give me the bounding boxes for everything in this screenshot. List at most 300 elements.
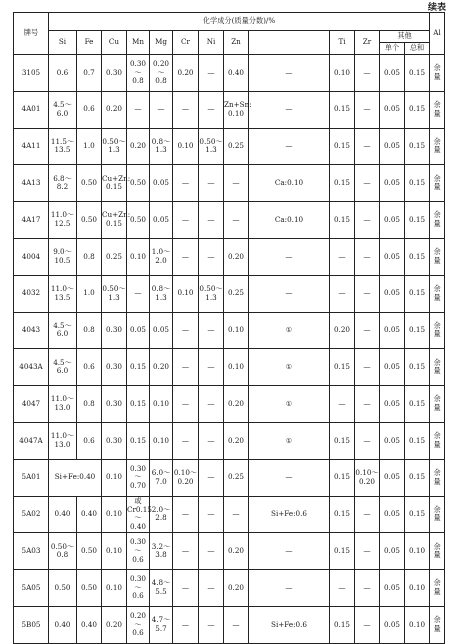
value-cell <box>380 422 405 459</box>
value-cell <box>330 386 355 423</box>
value-cell <box>224 128 249 165</box>
value-text: — <box>363 398 371 408</box>
grade-cell: 5A03 <box>14 533 49 570</box>
value-text: 0.05 <box>152 177 169 187</box>
value-cell <box>77 386 102 423</box>
value-text: — <box>181 398 190 408</box>
value-text: 余量 <box>433 210 441 229</box>
value-text: 0.10 <box>105 472 122 482</box>
value-text: 11.0～ <box>50 431 75 441</box>
header-other: 其他 <box>380 31 430 43</box>
value-text: 余量 <box>433 468 441 486</box>
value-text: 0.15 <box>333 214 350 224</box>
table-row <box>14 496 445 533</box>
grade-cell: 4032 <box>14 275 49 312</box>
value-text: Cu+Zn: <box>102 173 131 183</box>
value-text: — <box>181 545 190 555</box>
value-cell <box>330 55 355 92</box>
value-cell <box>77 165 102 202</box>
header-grade: 牌号 <box>14 13 49 55</box>
value-cell <box>199 496 224 533</box>
value-text: 3.8 <box>155 550 167 560</box>
value-cell <box>49 91 77 128</box>
grade-cell: 4A11 <box>14 128 49 165</box>
value-cell <box>224 275 249 312</box>
value-cell <box>430 128 445 165</box>
value-text: 1.0 <box>83 288 95 298</box>
value-cell <box>224 606 249 643</box>
value-text: — <box>181 509 190 519</box>
table-row <box>14 570 445 607</box>
value-cell <box>127 275 150 312</box>
value-text: Ca:0.10 <box>274 177 304 187</box>
value-text: ① <box>285 361 293 371</box>
value-cell <box>249 55 330 92</box>
value-cell <box>150 422 173 459</box>
value-cell <box>77 533 102 570</box>
value-text: 0.20 <box>177 67 194 77</box>
value-text: 1.0～ <box>151 247 171 257</box>
value-cell <box>150 275 173 312</box>
value-text: 11.0～ <box>50 210 75 220</box>
value-text: 0.30 <box>105 435 122 445</box>
value-text: — <box>232 214 240 224</box>
value-text: 0.50～ <box>199 136 223 146</box>
value-text: — <box>181 104 190 114</box>
value-text: 余量 <box>433 394 441 413</box>
value-text: — <box>363 177 371 187</box>
value-text: 0.05 <box>383 104 400 114</box>
value-text: 0.8～ <box>151 284 171 294</box>
value-cell <box>224 165 249 202</box>
value-text: — <box>207 214 215 224</box>
value-text: 0.15 <box>333 177 350 187</box>
value-text: 1.3 <box>108 292 120 302</box>
value-cell <box>49 55 77 92</box>
table-row <box>14 349 445 386</box>
value-text: — <box>285 472 293 482</box>
value-cell <box>49 312 77 349</box>
value-text: 0.15 <box>409 141 426 151</box>
table-row <box>14 422 445 459</box>
value-cell <box>430 533 445 570</box>
value-text: 0.6 <box>132 554 144 564</box>
value-text: 0.05 <box>383 141 400 151</box>
value-text: 0.6 <box>83 361 95 371</box>
value-cell <box>127 55 150 92</box>
value-cell <box>405 496 430 533</box>
value-cell <box>199 128 224 165</box>
value-text: 0.50～ <box>102 284 126 294</box>
value-text: — <box>363 141 371 151</box>
value-text: — <box>338 288 346 298</box>
value-cell <box>405 533 430 570</box>
value-cell <box>49 165 77 202</box>
value-cell <box>150 606 173 643</box>
value-cell <box>405 459 430 496</box>
value-cell <box>355 202 380 239</box>
value-text: 0.6 <box>132 628 144 638</box>
header-cu: Cu <box>102 31 127 55</box>
grade-cell: 4004 <box>14 238 49 275</box>
value-text: 0.15 <box>333 435 350 445</box>
value-text: 0.20 <box>105 104 122 114</box>
value-text: 0.10 <box>333 67 350 77</box>
value-cell <box>49 533 77 570</box>
value-text: 0.15 <box>409 67 426 77</box>
value-text: 13.5 <box>54 292 71 302</box>
header-si: Si <box>49 31 77 55</box>
value-text: 4.5～ <box>53 357 72 367</box>
value-text: 5.5 <box>155 587 167 597</box>
value-cell <box>380 386 405 423</box>
value-text: — <box>207 361 215 371</box>
value-text: 0.25 <box>227 288 244 298</box>
value-cell <box>127 533 150 570</box>
value-cell <box>355 606 380 643</box>
value-cell <box>102 349 127 386</box>
value-cell <box>127 238 150 275</box>
value-cell <box>150 386 173 423</box>
value-text: 0.20 <box>227 398 244 408</box>
value-text: — <box>181 435 190 445</box>
value-text: — <box>181 582 190 592</box>
value-text: — <box>363 67 371 77</box>
value-cell <box>405 275 430 312</box>
value-cell <box>173 349 199 386</box>
value-text: — <box>232 619 240 629</box>
value-cell <box>49 570 77 607</box>
table-row <box>14 533 445 570</box>
value-text: — <box>285 104 293 114</box>
table-row <box>14 238 445 275</box>
value-text: — <box>363 435 371 445</box>
value-cell <box>102 422 127 459</box>
value-text: — <box>207 435 215 445</box>
header-remark <box>249 31 330 55</box>
value-cell <box>49 275 77 312</box>
value-text: — <box>207 251 215 261</box>
value-cell <box>77 422 102 459</box>
value-cell <box>102 275 127 312</box>
value-cell <box>330 533 355 570</box>
value-text: — <box>181 251 190 261</box>
value-text: 0.05 <box>383 398 400 408</box>
value-text: 0.05 <box>383 214 400 224</box>
value-text: — <box>207 545 215 555</box>
value-text: 0.15 <box>333 141 350 151</box>
value-text: 4.5～ <box>53 100 72 110</box>
value-cell <box>380 496 405 533</box>
header-mn: Mn <box>127 31 150 55</box>
value-text: — <box>181 361 190 371</box>
value-text: — <box>181 177 190 187</box>
value-text: 0.15 <box>105 182 122 192</box>
value-text: 0.50～ <box>199 284 223 294</box>
value-text: 0.15 <box>333 545 350 555</box>
value-cell <box>199 386 224 423</box>
value-text: 0.15 <box>409 435 426 445</box>
table-row <box>14 165 445 202</box>
value-text: 1.0 <box>83 141 95 151</box>
value-text: 余量 <box>433 173 441 192</box>
value-cell <box>173 386 199 423</box>
value-cell <box>355 238 380 275</box>
value-cell <box>224 202 249 239</box>
value-cell <box>150 238 173 275</box>
value-text: 0.50 <box>80 545 97 555</box>
table-row <box>14 459 445 496</box>
value-cell <box>77 349 102 386</box>
header-ni: Ni <box>199 31 224 55</box>
value-text: — <box>207 509 215 519</box>
value-text: 0.15 <box>129 361 146 371</box>
value-cell <box>380 606 405 643</box>
value-cell <box>150 91 173 128</box>
value-text: — <box>285 141 293 151</box>
value-text: 4.7～ <box>151 615 171 625</box>
value-text: — <box>285 67 293 77</box>
value-text: 12.5 <box>54 219 71 229</box>
value-text: ① <box>285 398 293 408</box>
value-text: 0.6 <box>83 104 95 114</box>
value-text: 0.05 <box>383 288 400 298</box>
value-text: — <box>207 472 215 482</box>
value-text: — <box>181 214 190 224</box>
value-cell <box>330 202 355 239</box>
value-cell <box>102 533 127 570</box>
value-text: 9.0～ <box>53 247 72 257</box>
value-cell <box>355 275 380 312</box>
header-ti: Ti <box>330 31 355 55</box>
value-text: 6.0 <box>56 329 69 339</box>
value-cell <box>330 422 355 459</box>
table-row <box>14 275 445 312</box>
value-text: 余量 <box>433 578 441 597</box>
value-cell <box>430 238 445 275</box>
value-text: 余量 <box>433 431 441 449</box>
value-cell <box>77 570 102 607</box>
value-text: — <box>207 398 215 408</box>
value-text: 0.15 <box>409 177 426 187</box>
value-text: 0.10～ <box>173 468 198 478</box>
value-cell <box>249 202 330 239</box>
value-text: ～0.40 <box>129 513 146 532</box>
value-text: 0.15 <box>409 398 426 408</box>
value-cell <box>173 202 199 239</box>
value-text: 0.15 <box>409 509 426 519</box>
value-cell <box>173 606 199 643</box>
value-text: 4.8～ <box>151 578 171 588</box>
value-cell <box>199 202 224 239</box>
value-cell <box>150 202 173 239</box>
value-cell <box>49 128 77 165</box>
value-text: 0.10 <box>227 325 244 335</box>
value-text: 0.10 <box>105 582 122 592</box>
value-text: 0.10 <box>177 141 194 151</box>
value-text: 0.05 <box>152 214 169 224</box>
grade-cell: 4A13 <box>14 165 49 202</box>
value-cell <box>380 91 405 128</box>
value-cell <box>405 422 430 459</box>
value-text: 1.3 <box>205 292 217 302</box>
value-text: 0.8 <box>132 76 144 86</box>
value-text: 0.8 <box>56 550 69 560</box>
value-cell <box>405 55 430 92</box>
value-text: 0.40 <box>54 509 71 519</box>
value-text: 0.30 <box>105 67 122 77</box>
value-text: 0.20～ <box>152 58 169 77</box>
value-text: 10.5 <box>54 255 71 265</box>
value-text: 余量 <box>433 541 441 560</box>
value-cell <box>380 570 405 607</box>
value-cell <box>199 459 224 496</box>
value-text: 0.15 <box>333 361 350 371</box>
value-cell <box>405 128 430 165</box>
value-text: 1.3 <box>205 145 217 155</box>
value-cell <box>102 312 127 349</box>
value-text: 余量 <box>433 63 441 81</box>
value-text: 0.8 <box>83 398 95 408</box>
value-cell <box>430 386 445 423</box>
value-text: 0.05 <box>383 472 400 482</box>
value-text: 0.40 <box>227 67 244 77</box>
value-cell <box>173 496 199 533</box>
value-cell <box>330 91 355 128</box>
table-row <box>14 202 445 239</box>
value-text: — <box>363 509 371 519</box>
value-cell <box>330 312 355 349</box>
value-text: — <box>207 104 215 114</box>
grade-cell: 4047 <box>14 386 49 423</box>
value-text: 0.40 <box>80 619 97 629</box>
value-text: 0.05 <box>383 177 400 187</box>
composition-table <box>13 12 445 644</box>
value-cell <box>173 459 199 496</box>
value-cell <box>430 165 445 202</box>
value-text: Ca:0.10 <box>274 214 304 224</box>
value-text: — <box>207 177 215 187</box>
value-text: 8.2 <box>56 182 69 192</box>
value-text: 0.8 <box>83 325 95 335</box>
value-text: 2.0～ <box>151 504 171 514</box>
value-cell <box>102 459 127 496</box>
value-cell <box>173 570 199 607</box>
value-cell <box>127 606 150 643</box>
value-cell <box>430 55 445 92</box>
grade-cell: 4A01 <box>14 91 49 128</box>
value-cell <box>127 386 150 423</box>
value-text: 0.10 <box>409 545 426 555</box>
value-text: 0.20～ <box>129 610 146 629</box>
value-text: 1.3 <box>108 145 120 155</box>
value-text: 6.0 <box>56 366 69 376</box>
value-text: 余量 <box>433 247 441 265</box>
value-text: 0.50～ <box>50 541 75 551</box>
value-cell <box>102 386 127 423</box>
value-text: 0.30～ <box>129 58 146 77</box>
value-text: 0.05 <box>383 619 400 629</box>
value-cell <box>249 459 330 496</box>
value-text: 0.50 <box>129 214 146 224</box>
value-cell <box>249 606 330 643</box>
value-cell <box>49 422 77 459</box>
value-text: 0.05 <box>383 361 400 371</box>
value-cell <box>430 459 445 496</box>
value-cell <box>330 165 355 202</box>
value-text: 0.20 <box>358 476 375 486</box>
value-text: 1.3 <box>155 145 167 155</box>
value-cell <box>330 128 355 165</box>
value-cell <box>77 202 102 239</box>
value-cell <box>150 349 173 386</box>
value-cell <box>102 606 127 643</box>
value-cell <box>173 128 199 165</box>
value-text: 余量 <box>433 284 441 302</box>
value-text: 0.05 <box>383 251 400 261</box>
value-text: 5.7 <box>155 623 167 633</box>
value-cell <box>405 202 430 239</box>
value-text: 0.15 <box>409 251 426 261</box>
value-cell <box>77 496 102 533</box>
header-group: 化学成分(质量分数)/% <box>49 13 430 31</box>
value-text: — <box>363 104 371 114</box>
value-text: 0.15 <box>409 288 426 298</box>
value-text: 6.8～ <box>53 173 72 183</box>
value-text: 6.0 <box>56 108 69 118</box>
value-cell <box>355 496 380 533</box>
value-cell <box>199 55 224 92</box>
value-cell <box>77 312 102 349</box>
header-al: Al <box>430 13 445 55</box>
value-cell <box>355 312 380 349</box>
value-text: — <box>363 251 371 261</box>
value-text: 0.05 <box>129 325 146 335</box>
value-cell <box>127 570 150 607</box>
grade-cell: 5A01 <box>14 459 49 496</box>
value-text: — <box>134 104 142 114</box>
value-cell <box>224 533 249 570</box>
value-cell <box>173 55 199 92</box>
value-text: 0.15 <box>333 509 350 519</box>
value-text: 0.15 <box>333 472 350 482</box>
header-zn: Zn <box>224 31 249 55</box>
value-cell <box>330 349 355 386</box>
value-text: 0.15 <box>333 619 350 629</box>
value-text: 0.7 <box>83 67 95 77</box>
value-text: ① <box>285 325 293 335</box>
value-cell <box>355 128 380 165</box>
value-cell <box>430 275 445 312</box>
value-text: 0.15 <box>409 361 426 371</box>
value-cell <box>199 349 224 386</box>
value-text: 0.30～ <box>129 537 146 555</box>
value-cell <box>49 349 77 386</box>
grade-cell: 3105 <box>14 55 49 92</box>
value-text: 0.10 <box>129 251 146 261</box>
value-text: 0.10 <box>105 509 122 519</box>
value-text: — <box>207 582 215 592</box>
value-text: 2.8 <box>155 513 167 523</box>
value-text: Si+Fe:0.6 <box>271 619 307 629</box>
value-cell <box>49 238 77 275</box>
value-cell <box>430 606 445 643</box>
value-text: 0.05 <box>383 325 400 335</box>
value-text: 0.05 <box>383 545 400 555</box>
value-cell <box>127 422 150 459</box>
value-text: 或 <box>134 496 142 506</box>
value-text: 0.8 <box>155 76 167 86</box>
